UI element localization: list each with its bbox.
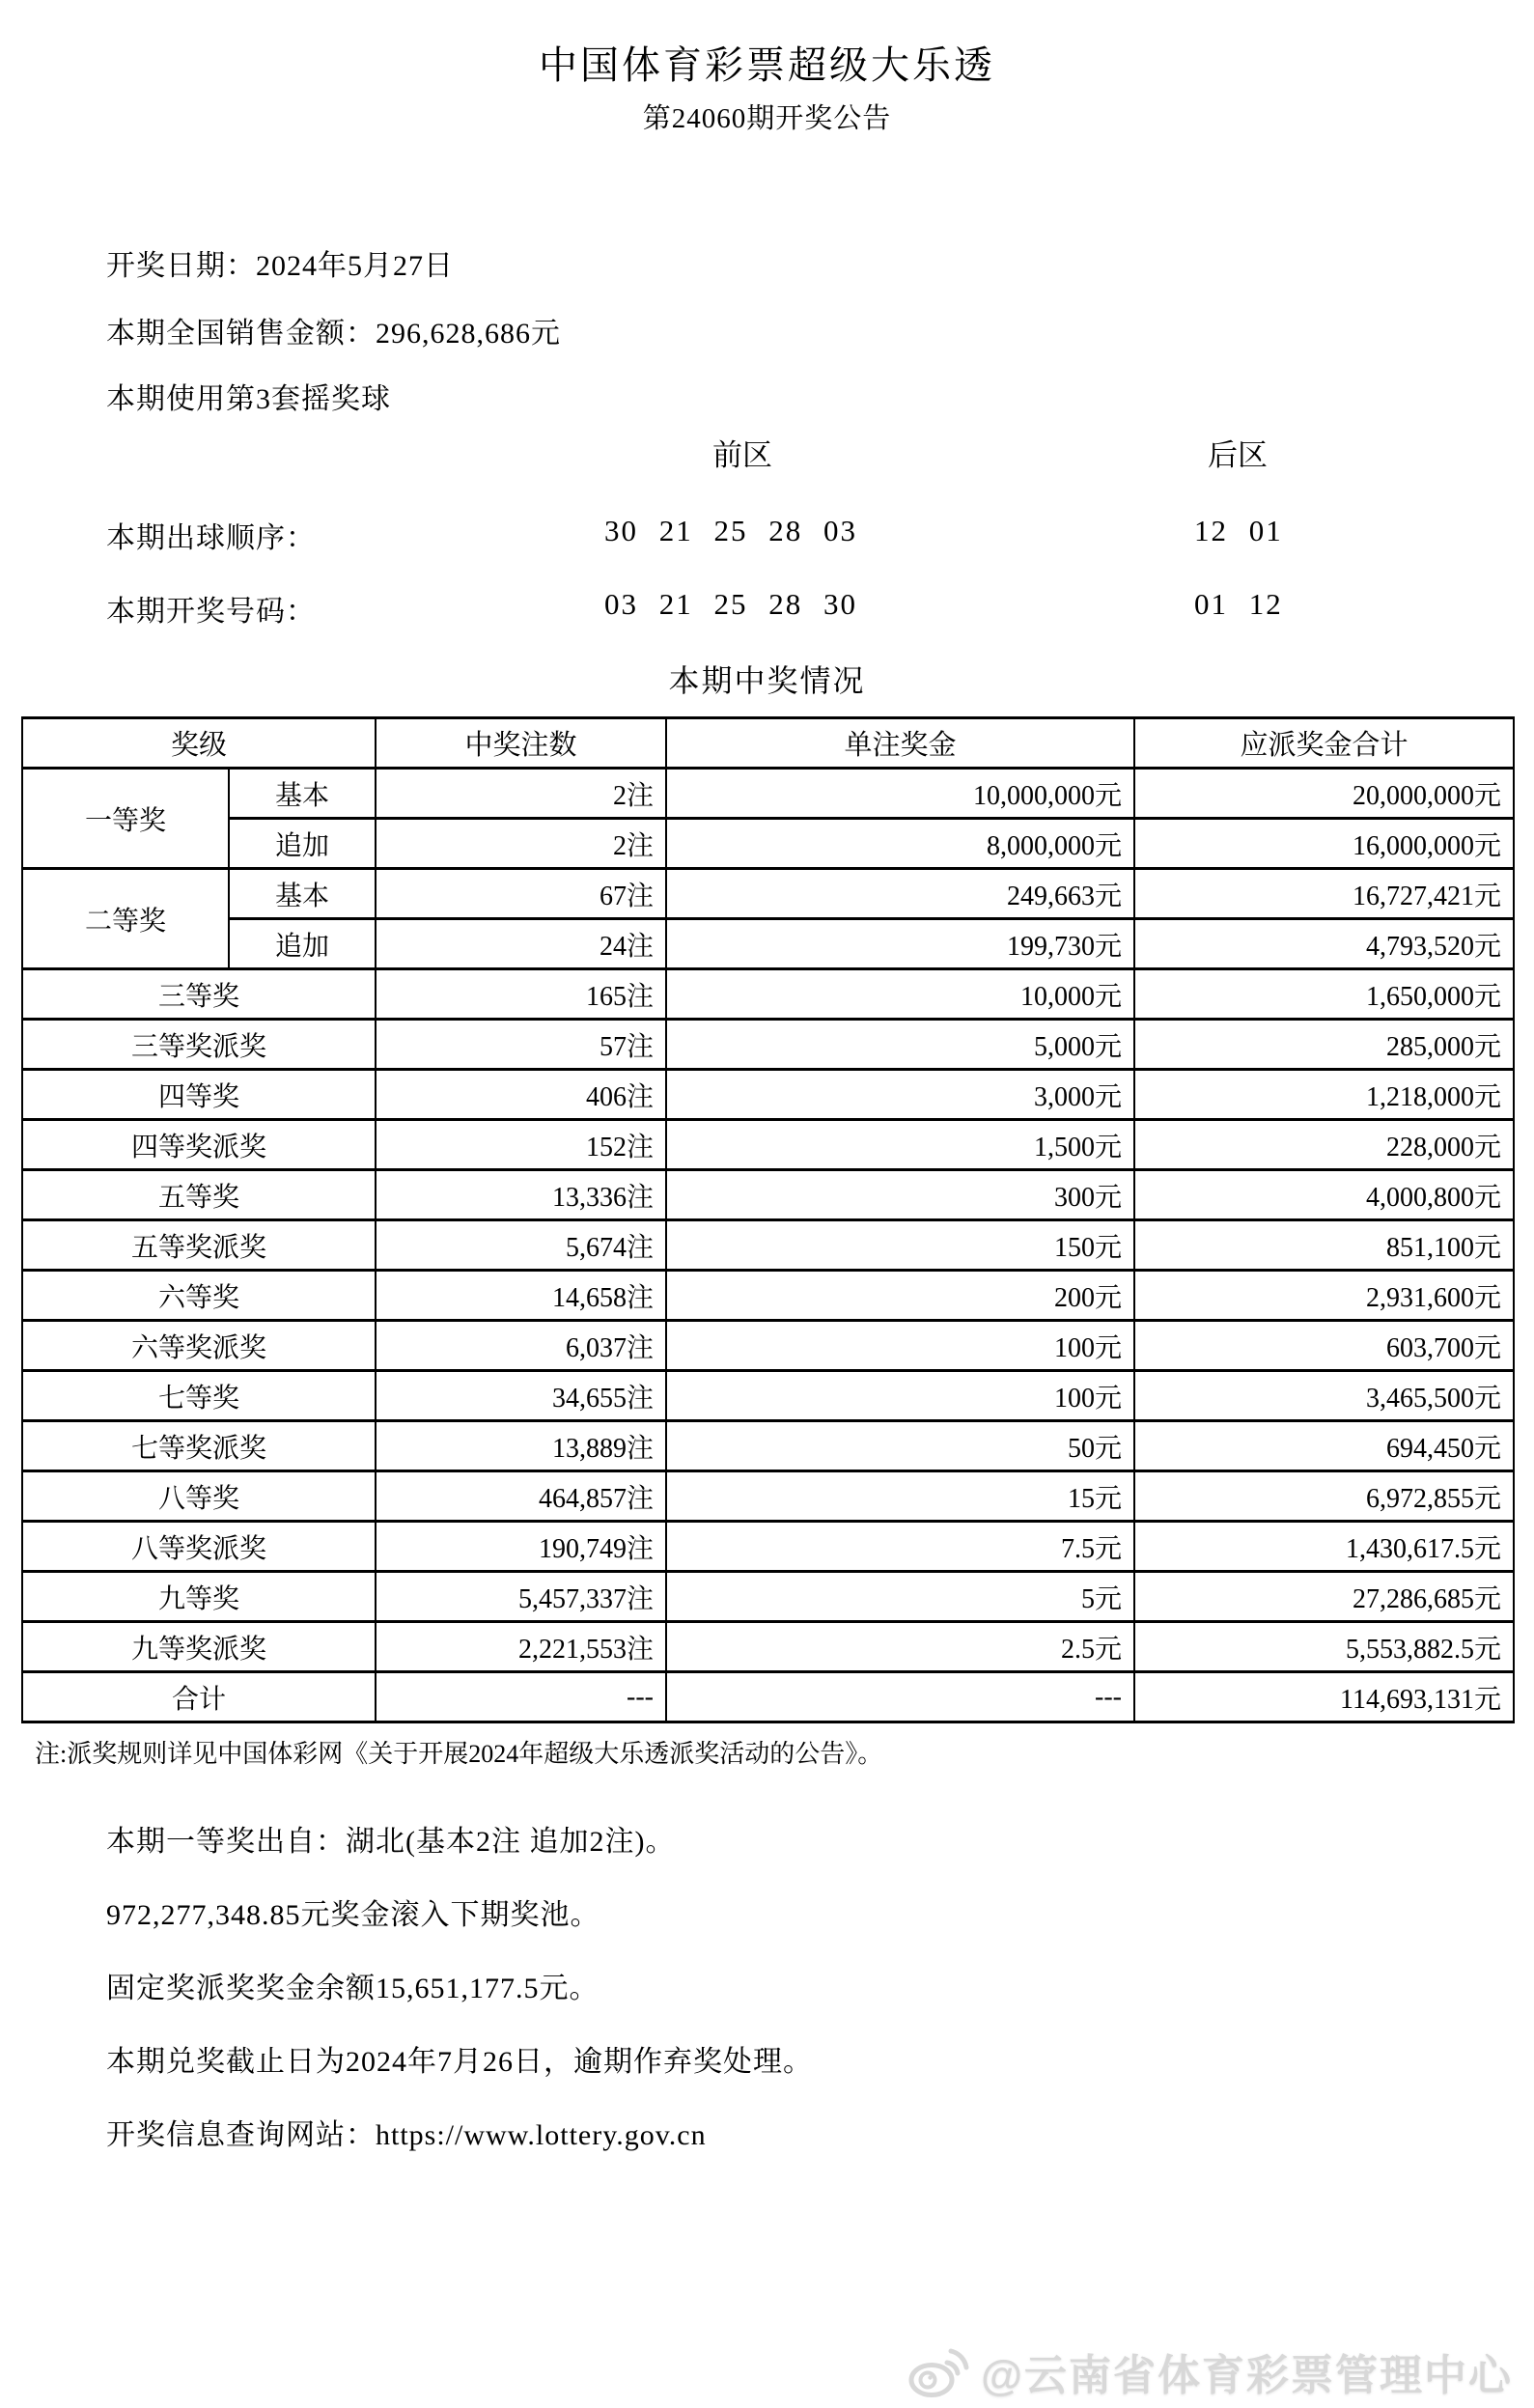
count-cell: 57注 — [376, 1020, 666, 1070]
count-cell: 6,037注 — [376, 1321, 666, 1371]
table-row — [22, 1321, 1514, 1371]
table-row — [22, 1572, 1514, 1622]
table-row — [22, 919, 1514, 969]
prize-level-cell: 七等奖 — [22, 1371, 376, 1421]
single-prize-cell: 5元 — [666, 1572, 1134, 1622]
total-prize-cell: 4,000,800元 — [1134, 1170, 1514, 1220]
total-prize-cell: 228,000元 — [1134, 1120, 1514, 1170]
table-note: 注:派奖规则详见中国体彩网《关于开展2024年超级大乐透派奖活动的公告》。 — [35, 1740, 883, 1768]
total-prize-cell: 851,100元 — [1134, 1220, 1514, 1271]
prize-table-title: 本期中奖情况 — [668, 663, 866, 698]
total-prize-cell: 20,000,000元 — [1134, 769, 1514, 819]
prize-level-cell: 六等奖 — [22, 1271, 376, 1321]
prize-subtype-cell: 追加 — [229, 819, 376, 869]
single-prize-cell: --- — [666, 1672, 1134, 1722]
remark-fixed-prize-balance: 固定奖派奖奖金余额15,651,177.5元。 — [106, 1973, 600, 2004]
header-total-prize: 应派奖金合计 — [1134, 718, 1514, 769]
count-cell: --- — [376, 1672, 666, 1722]
prize-level-cell: 五等奖 — [22, 1170, 376, 1220]
winning-numbers-label: 本期开奖号码： — [106, 596, 316, 628]
total-prize-cell: 16,000,000元 — [1134, 819, 1514, 869]
back-zone-label: 后区 — [1208, 438, 1268, 472]
single-prize-cell: 3,000元 — [666, 1070, 1134, 1120]
single-prize-cell: 7.5元 — [666, 1522, 1134, 1572]
prize-subtype-cell: 基本 — [229, 869, 376, 919]
total-label-cell: 合计 — [22, 1672, 376, 1722]
header-winning-count: 中奖注数 — [376, 718, 666, 769]
single-prize-cell: 5,000元 — [666, 1020, 1134, 1070]
count-cell: 14,658注 — [376, 1271, 666, 1321]
count-cell: 34,655注 — [376, 1371, 666, 1421]
table-row — [22, 1622, 1514, 1672]
table-row — [22, 869, 1514, 919]
single-prize-cell: 1,500元 — [666, 1120, 1134, 1170]
single-prize-cell: 10,000,000元 — [666, 769, 1134, 819]
prize-subtype-cell: 追加 — [229, 919, 376, 969]
count-cell: 406注 — [376, 1070, 666, 1120]
ball-order-front-numbers: 30 21 25 28 03 — [604, 514, 857, 547]
remark-jackpot-rollover: 972,277,348.85元奖金滚入下期奖池。 — [106, 1899, 600, 1931]
prize-level-cell: 七等奖派奖 — [22, 1421, 376, 1471]
single-prize-cell: 50元 — [666, 1421, 1134, 1471]
prize-subtype-cell: 基本 — [229, 769, 376, 819]
single-prize-cell: 10,000元 — [666, 969, 1134, 1020]
table-row — [22, 1522, 1514, 1572]
prize-level-cell: 一等奖 — [22, 769, 229, 869]
total-prize-cell: 16,727,421元 — [1134, 869, 1514, 919]
single-prize-cell: 8,000,000元 — [666, 819, 1134, 869]
prize-level-cell: 八等奖派奖 — [22, 1522, 376, 1572]
table-header-row — [22, 718, 1514, 769]
total-prize-cell: 5,553,882.5元 — [1134, 1622, 1514, 1672]
front-zone-label: 前区 — [712, 438, 772, 472]
winning-front-numbers: 03 21 25 28 30 — [604, 587, 857, 621]
prize-level-cell: 四等奖 — [22, 1070, 376, 1120]
table-total-row — [22, 1672, 1514, 1722]
count-cell: 5,674注 — [376, 1220, 666, 1271]
winning-back-numbers: 01 12 — [1194, 587, 1283, 621]
count-cell: 5,457,337注 — [376, 1572, 666, 1622]
total-prize-cell: 3,465,500元 — [1134, 1371, 1514, 1421]
count-cell: 464,857注 — [376, 1471, 666, 1522]
table-row — [22, 1371, 1514, 1421]
ball-order-label: 本期出球顺序： — [106, 522, 316, 554]
watermark — [907, 2340, 1513, 2402]
prize-level-cell: 三等奖派奖 — [22, 1020, 376, 1070]
prize-level-cell: 四等奖派奖 — [22, 1120, 376, 1170]
single-prize-cell: 100元 — [666, 1371, 1134, 1421]
single-prize-cell: 2.5元 — [666, 1622, 1134, 1672]
table-row — [22, 1421, 1514, 1471]
prize-table — [21, 716, 1515, 1723]
total-prize-cell: 1,430,617.5元 — [1134, 1522, 1514, 1572]
ball-order-back-numbers: 12 01 — [1194, 514, 1283, 547]
prize-level-cell: 九等奖派奖 — [22, 1622, 376, 1672]
table-row — [22, 819, 1514, 869]
table-row — [22, 769, 1514, 819]
prize-level-cell: 二等奖 — [22, 869, 229, 969]
count-cell: 152注 — [376, 1120, 666, 1170]
total-prize-cell: 603,700元 — [1134, 1321, 1514, 1371]
table-row — [22, 1070, 1514, 1120]
single-prize-cell: 150元 — [666, 1220, 1134, 1271]
single-prize-cell: 199,730元 — [666, 919, 1134, 969]
count-cell: 2注 — [376, 819, 666, 869]
total-prize-cell: 694,450元 — [1134, 1421, 1514, 1471]
total-prize-cell: 114,693,131元 — [1134, 1672, 1514, 1722]
header-prize-level: 奖级 — [22, 718, 376, 769]
single-prize-cell: 200元 — [666, 1271, 1134, 1321]
table-row — [22, 1020, 1514, 1070]
remark-claim-deadline: 本期兑奖截止日为2024年7月26日，逾期作弃奖处理。 — [106, 2046, 813, 2078]
header-single-prize: 单注奖金 — [666, 718, 1134, 769]
count-cell: 13,336注 — [376, 1170, 666, 1220]
single-prize-cell: 100元 — [666, 1321, 1134, 1371]
prize-level-cell: 三等奖 — [22, 969, 376, 1020]
ball-set: 本期使用第3套摇奖球 — [106, 383, 391, 415]
count-cell: 13,889注 — [376, 1421, 666, 1471]
remark-first-prize-origin: 本期一等奖出自：湖北(基本2注 追加2注)。 — [106, 1826, 676, 1858]
single-prize-cell: 249,663元 — [666, 869, 1134, 919]
table-row — [22, 1120, 1514, 1170]
total-prize-cell: 285,000元 — [1134, 1020, 1514, 1070]
single-prize-cell: 300元 — [666, 1170, 1134, 1220]
table-row — [22, 1271, 1514, 1321]
page-subtitle: 第24060期开奖公告 — [642, 103, 892, 134]
total-prize-cell: 6,972,855元 — [1134, 1471, 1514, 1522]
single-prize-cell: 15元 — [666, 1471, 1134, 1522]
sales-amount: 本期全国销售金额：296,628,686元 — [106, 318, 561, 350]
table-row — [22, 1170, 1514, 1220]
count-cell: 165注 — [376, 969, 666, 1020]
table-row — [22, 969, 1514, 1020]
watermark-text: @云南省体育彩票管理中心 — [981, 2352, 1513, 2399]
table-row — [22, 1220, 1514, 1271]
total-prize-cell: 1,218,000元 — [1134, 1070, 1514, 1120]
weibo-icon — [907, 2343, 969, 2399]
prize-level-cell: 九等奖 — [22, 1572, 376, 1622]
count-cell: 67注 — [376, 869, 666, 919]
total-prize-cell: 2,931,600元 — [1134, 1271, 1514, 1321]
table-row — [22, 1471, 1514, 1522]
remark-query-website: 开奖信息查询网站：https://www.lottery.gov.cn — [106, 2119, 707, 2151]
total-prize-cell: 27,286,685元 — [1134, 1572, 1514, 1622]
count-cell: 190,749注 — [376, 1522, 666, 1572]
count-cell: 2,221,553注 — [376, 1622, 666, 1672]
total-prize-cell: 1,650,000元 — [1134, 969, 1514, 1020]
draw-date: 开奖日期：2024年5月27日 — [106, 250, 454, 282]
prize-level-cell: 六等奖派奖 — [22, 1321, 376, 1371]
count-cell: 2注 — [376, 769, 666, 819]
prize-level-cell: 五等奖派奖 — [22, 1220, 376, 1271]
count-cell: 24注 — [376, 919, 666, 969]
total-prize-cell: 4,793,520元 — [1134, 919, 1514, 969]
page-title: 中国体育彩票超级大乐透 — [539, 43, 995, 87]
prize-level-cell: 八等奖 — [22, 1471, 376, 1522]
